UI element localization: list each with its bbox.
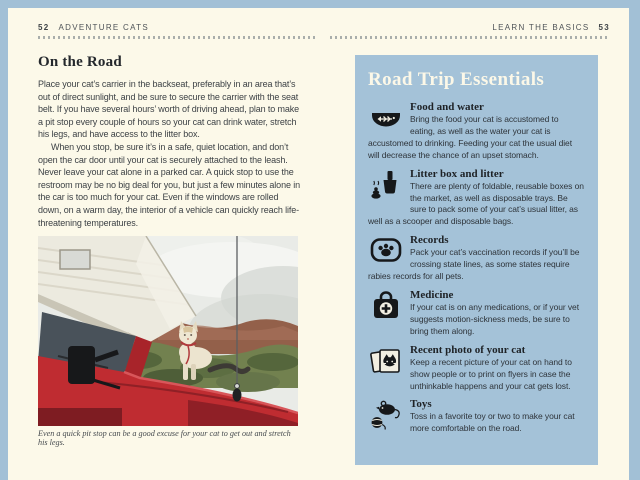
- panel-title: Road Trip Essentials: [368, 69, 545, 90]
- toy-mouse-yarn-icon: [370, 400, 402, 435]
- item-title: Records: [410, 234, 449, 247]
- running-title-left: ADVENTURE CATS: [58, 23, 150, 32]
- item-text: There are plenty of foldable, reusable boxes on the market, as well as disposable trays. Be sure to pack some of your cat’s usual litter, as well as a scooper and disposable bags.: [368, 180, 584, 227]
- paw-record-card-icon: [370, 236, 402, 269]
- item-text: If your cat is on any medications, or if your vet suggests motion-sickness meds, be sure to bring them along.: [410, 301, 579, 336]
- page-number-right: 53: [598, 23, 610, 32]
- section-heading: On the Road: [38, 54, 122, 70]
- left-page-text: [38, 54, 302, 229]
- cat-on-truck-illustration: [38, 236, 298, 426]
- cat-photos-icon: [370, 346, 402, 381]
- list-item: [368, 289, 585, 338]
- list-item: [368, 168, 585, 229]
- item-text: Pack your cat’s vaccination records if you’ll be crossing state lines, as some states require rabies records for all pets.: [368, 247, 580, 282]
- cat-on-truck-photo: [38, 236, 298, 426]
- item-title: Food and water: [410, 101, 484, 113]
- decorative-rule-left: [38, 36, 318, 39]
- page-number-left: 52: [38, 23, 50, 32]
- decorative-rule-right: [330, 36, 610, 39]
- litter-scoop-icon: [370, 170, 402, 205]
- item-title: Recent photo of your cat: [410, 343, 526, 356]
- list-item: [368, 101, 585, 162]
- first-aid-bag-icon: [370, 291, 402, 325]
- photo-caption: Even a quick pit stop can be a good excuse for your cat to get out and stretch his legs.: [38, 429, 291, 447]
- body-paragraph: When you stop, be sure it’s in a safe, quiet location, and don’t open the car door until your cat is securely attached to the leash. Never leave your cat alone in a parked car. A quick stop to use the restroom may be no big deal for you, but just a few minutes alone in the car is too much for your cat. Even if the windows are rolled down, on a warm day, the interior of a vehicle can quickly reach life-threatening temperatures.: [38, 141, 300, 228]
- road-trip-essentials-panel: [355, 55, 598, 465]
- item-text: Toss in a favorite toy or two to make your cat more comfortable on the road.: [410, 411, 575, 434]
- item-title: Toys: [410, 398, 432, 411]
- body-paragraph: Place your cat’s carrier in the backseat, preferably in an area that’s out of direct sunlight, and be sure to secure the carrier with the seat belt. If you have several hours’ worth of driving ahead, plan to make a pit stop every couple of hours so your cat can drink water, stretch his legs, and have access to the litter box.: [38, 79, 300, 140]
- running-head-left: [38, 23, 318, 32]
- item-title: Medicine: [410, 288, 454, 301]
- item-title: Litter box and litter: [410, 167, 504, 180]
- running-title-right: LEARN THE BASICS: [492, 23, 590, 32]
- list-item: [368, 234, 585, 283]
- item-text: Keep a recent picture of your cat on hand to show people or to print on flyers in case the unthinkable happens and your cat gets lost.: [410, 356, 572, 391]
- item-text: Bring the food your cat is accustomed to eating, as well as the water your cat is accustomed to drinking. Feeding your cat the usual diet will decrease the chance of an upset stomach.: [368, 114, 572, 160]
- page-spread: [8, 8, 629, 480]
- running-head-right: [330, 23, 610, 32]
- food-bowl-icon: [370, 103, 402, 134]
- list-item: [368, 344, 585, 393]
- list-item: [368, 398, 585, 436]
